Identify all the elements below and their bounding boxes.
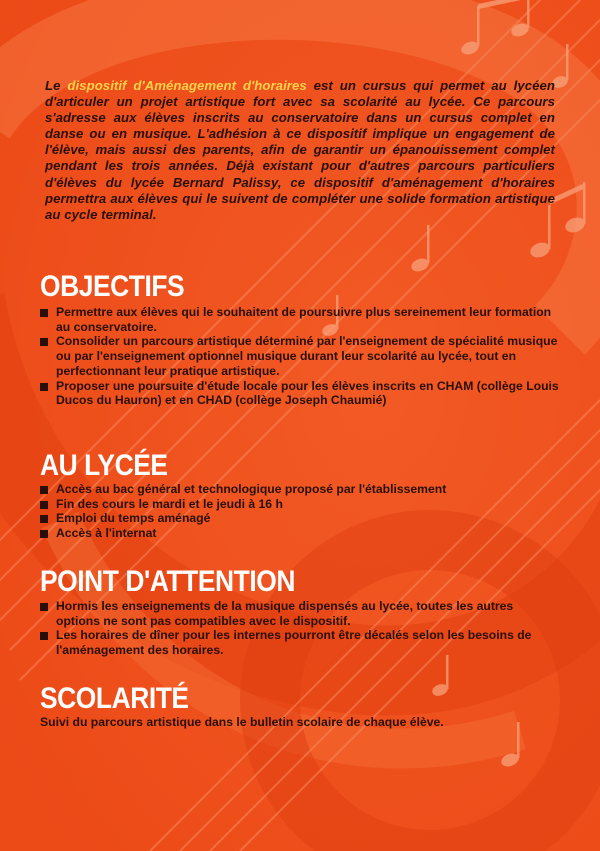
objectifs-heading: OBJECTIFS xyxy=(40,270,185,303)
list-item: Hormis les enseignements de la musique dispensés au lycée, toutes les autres options ne sont pas compatibles avec le dispositif. xyxy=(40,599,560,628)
point-attention-heading: POINT D'ATTENTION xyxy=(40,565,295,598)
intro-prefix: Le xyxy=(45,78,68,93)
point-attention-list xyxy=(40,599,560,658)
bullet-square-icon xyxy=(40,383,48,391)
intro-body: est un cursus qui permet au lycéen d'articuler un projet artistique fort avec sa scolarité au lycée. Ce parcours s'adresse aux élèves inscrits au conservatoire dans un cursus complet en danse ou en musique. L'adhésion à ce dispositif implique un engagement de l'élève, mais aussi des parents, afin de garantir un épanouissement complet pendant les trois années. Déjà existant pour d'autres parcours particuliers d'élèves du lycée Bernard Palissy, ce dispositif d'aménagement d'horaires permettra aux élèves qui le suivent de compléter une solide formation artistique au cycle terminal. xyxy=(45,78,555,222)
objectifs-list xyxy=(40,305,560,408)
bullet-square-icon xyxy=(40,530,48,538)
list-item: Permettre aux élèves qui le souhaitent de poursuivre plus sereinement leur formation au conservatoire. xyxy=(40,305,560,334)
bullet-square-icon xyxy=(40,603,48,611)
list-item: Emploi du temps aménagé xyxy=(40,511,560,526)
intro-highlight: dispositif d'Aménagement d'horaires xyxy=(67,78,307,93)
bullet-square-icon xyxy=(40,338,48,346)
scolarite-text: Suivi du parcours artistique dans le bulletin scolaire de chaque élève. xyxy=(40,715,444,729)
scolarite-heading: SCOLARITÉ xyxy=(40,682,189,715)
list-item: Les horaires de dîner pour les internes pourront être décalés selon les besoins de l'aménagement des horaires. xyxy=(40,628,560,657)
list-item: Fin des cours le mardi et le jeudi à 16 h xyxy=(40,497,560,512)
bullet-square-icon xyxy=(40,309,48,317)
bullet-square-icon xyxy=(40,515,48,523)
bullet-square-icon xyxy=(40,632,48,640)
list-item: Proposer une poursuite d'étude locale pour les élèves inscrits en CHAM (collège Louis Ducos du Hauron) et en CHAD (collège Joseph Chaumié) xyxy=(40,379,560,408)
intro-paragraph xyxy=(45,78,555,223)
au-lycee-list xyxy=(40,482,560,541)
bullet-square-icon xyxy=(40,501,48,509)
list-item: Accès à l'internat xyxy=(40,526,560,541)
list-item: Accès au bac général et technologique proposé par l'établissement xyxy=(40,482,560,497)
list-item: Consolider un parcours artistique déterminé par l'enseignement de spécialité musique ou par l'enseignement optionnel musique durant leur scolarité au lycée, tout en perfectionnant leur pratique artistique. xyxy=(40,334,560,378)
au-lycee-heading: AU LYCÉE xyxy=(40,449,168,482)
bullet-square-icon xyxy=(40,486,48,494)
